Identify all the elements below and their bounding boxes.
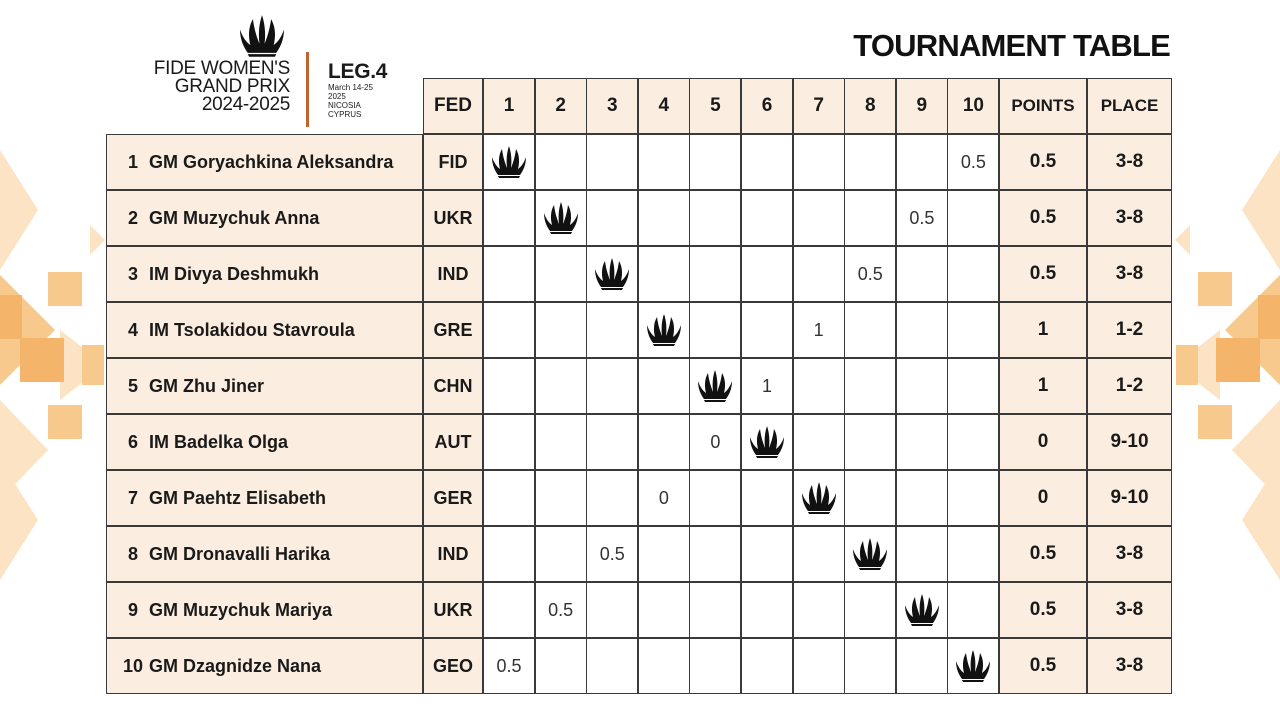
player-points: 0.5 xyxy=(999,526,1087,582)
player-rank: 10 xyxy=(122,655,144,676)
result-cell xyxy=(844,638,896,694)
result-cell xyxy=(896,302,948,358)
result-cell xyxy=(844,414,896,470)
result-cell xyxy=(586,470,638,526)
player-points: 0.5 xyxy=(999,246,1087,302)
result-cell xyxy=(638,526,690,582)
logo-line: GRAND PRIX xyxy=(174,76,290,97)
player-name: GM Dzagnidze Nana xyxy=(149,655,322,676)
player-rank: 5 xyxy=(127,375,138,396)
result-cell: 0.5 xyxy=(586,526,638,582)
player-name-cell xyxy=(106,302,423,358)
player-points: 0.5 xyxy=(999,190,1087,246)
result-cell xyxy=(947,414,999,470)
player-name: IM Divya Deshmukh xyxy=(149,263,320,284)
result-cell xyxy=(638,246,690,302)
player-name-cell xyxy=(106,638,423,694)
result-cell xyxy=(689,302,741,358)
result-cell xyxy=(741,582,793,638)
crown-icon xyxy=(799,481,839,515)
result-cell xyxy=(586,190,638,246)
result-cell xyxy=(741,134,793,190)
result-cell xyxy=(947,302,999,358)
result-cell xyxy=(844,302,896,358)
header-place: PLACE xyxy=(1087,78,1172,134)
player-name: GM Muzychuk Mariya xyxy=(149,599,333,620)
crown-icon xyxy=(541,201,581,235)
crown-icon xyxy=(850,537,890,571)
result-cell xyxy=(535,470,587,526)
result-cell: 0.5 xyxy=(483,638,535,694)
result-cell xyxy=(844,134,896,190)
result-cell xyxy=(689,638,741,694)
result-cell xyxy=(896,470,948,526)
player-rank: 6 xyxy=(127,431,138,452)
result-cell: 1 xyxy=(741,358,793,414)
result-cell xyxy=(689,246,741,302)
header-round: 9 xyxy=(896,78,948,134)
result-cell xyxy=(586,582,638,638)
player-rank: 2 xyxy=(127,207,138,228)
player-place: 1-2 xyxy=(1087,302,1172,358)
result-cell xyxy=(844,190,896,246)
result-cell xyxy=(947,358,999,414)
result-cell: 0.5 xyxy=(535,582,587,638)
player-place: 9-10 xyxy=(1087,414,1172,470)
result-cell xyxy=(947,582,999,638)
result-cell xyxy=(483,526,535,582)
logo-line: 2024-2025 xyxy=(201,94,290,115)
header-round: 3 xyxy=(586,78,638,134)
result-cell xyxy=(844,470,896,526)
result-cell xyxy=(793,414,845,470)
result-cell xyxy=(483,358,535,414)
result-cell xyxy=(483,582,535,638)
player-place: 3-8 xyxy=(1087,582,1172,638)
result-cell xyxy=(638,302,690,358)
result-cell: 0.5 xyxy=(947,134,999,190)
result-cell xyxy=(638,414,690,470)
right-decoration xyxy=(1175,150,1280,580)
result-cell xyxy=(793,190,845,246)
player-name: GM Muzychuk Anna xyxy=(149,207,320,228)
result-cell xyxy=(793,582,845,638)
result-cell xyxy=(689,526,741,582)
leg-label: LEG.4 xyxy=(328,60,388,83)
page-title: TOURNAMENT TABLE xyxy=(853,28,1170,63)
player-place: 3-8 xyxy=(1087,190,1172,246)
left-decoration xyxy=(0,150,105,580)
player-rank: 9 xyxy=(127,599,138,620)
result-cell xyxy=(947,470,999,526)
result-cell xyxy=(535,246,587,302)
player-federation: GRE xyxy=(423,302,483,358)
player-place: 3-8 xyxy=(1087,638,1172,694)
player-name: GM Goryachkina Aleksandra xyxy=(149,151,394,172)
result-cell xyxy=(896,638,948,694)
result-cell xyxy=(586,358,638,414)
result-cell xyxy=(947,638,999,694)
leg-info xyxy=(328,83,373,119)
player-name: GM Dronavalli Harika xyxy=(149,543,331,564)
result-cell xyxy=(638,638,690,694)
player-name-cell xyxy=(106,582,423,638)
player-rank: 4 xyxy=(127,319,138,340)
result-cell xyxy=(586,638,638,694)
result-cell xyxy=(586,302,638,358)
result-cell: 0 xyxy=(638,470,690,526)
player-points: 0 xyxy=(999,414,1087,470)
result-cell xyxy=(535,526,587,582)
result-cell xyxy=(689,582,741,638)
result-cell xyxy=(947,246,999,302)
player-place: 1-2 xyxy=(1087,358,1172,414)
leg-country: CYPRUS xyxy=(328,110,362,119)
result-cell xyxy=(844,526,896,582)
result-cell xyxy=(947,190,999,246)
result-cell: 0.5 xyxy=(844,246,896,302)
result-cell xyxy=(896,526,948,582)
result-cell xyxy=(535,134,587,190)
crown-icon xyxy=(489,145,529,179)
header-round: 7 xyxy=(793,78,845,134)
result-cell xyxy=(535,638,587,694)
result-cell xyxy=(896,582,948,638)
result-cell xyxy=(896,134,948,190)
player-name-cell xyxy=(106,358,423,414)
crown-icon xyxy=(592,257,632,291)
result-cell xyxy=(689,134,741,190)
result-cell xyxy=(689,470,741,526)
result-cell xyxy=(741,526,793,582)
result-cell xyxy=(741,302,793,358)
result-cell xyxy=(535,358,587,414)
player-place: 3-8 xyxy=(1087,526,1172,582)
player-points: 1 xyxy=(999,302,1087,358)
result-cell xyxy=(741,190,793,246)
leg-year: 2025 xyxy=(328,92,346,101)
result-cell: 0 xyxy=(689,414,741,470)
crown-icon xyxy=(644,313,684,347)
player-name: GM Paehtz Elisabeth xyxy=(149,487,327,508)
result-cell xyxy=(535,190,587,246)
crown-icon xyxy=(695,369,735,403)
player-name: IM Badelka Olga xyxy=(149,431,289,452)
result-cell xyxy=(638,358,690,414)
player-rank: 3 xyxy=(127,263,138,284)
result-cell xyxy=(947,526,999,582)
result-cell xyxy=(896,414,948,470)
result-cell xyxy=(741,246,793,302)
result-cell: 1 xyxy=(793,302,845,358)
crown-icon xyxy=(902,593,942,627)
player-federation: FID xyxy=(423,134,483,190)
result-cell xyxy=(483,414,535,470)
header-round: 10 xyxy=(947,78,999,134)
player-name-cell xyxy=(106,470,423,526)
result-cell xyxy=(689,190,741,246)
player-name-cell xyxy=(106,526,423,582)
player-federation: UKR xyxy=(423,582,483,638)
crown-icon xyxy=(953,649,993,683)
player-rank: 7 xyxy=(127,487,138,508)
crown-icon xyxy=(236,14,288,58)
result-cell xyxy=(483,134,535,190)
leg-date: March 14-25 xyxy=(328,83,373,92)
result-cell xyxy=(793,526,845,582)
result-cell xyxy=(844,582,896,638)
player-federation: CHN xyxy=(423,358,483,414)
header-fed: FED xyxy=(423,78,483,134)
header-round: 6 xyxy=(741,78,793,134)
player-place: 3-8 xyxy=(1087,246,1172,302)
header-round: 2 xyxy=(535,78,587,134)
player-federation: GER xyxy=(423,470,483,526)
player-points: 0 xyxy=(999,470,1087,526)
player-name-cell xyxy=(106,414,423,470)
logo-divider xyxy=(306,52,309,127)
result-cell xyxy=(483,470,535,526)
player-name-cell xyxy=(106,190,423,246)
result-cell xyxy=(793,638,845,694)
header-round: 8 xyxy=(844,78,896,134)
player-name: IM Tsolakidou Stavroula xyxy=(149,319,355,340)
player-federation: IND xyxy=(423,526,483,582)
result-cell xyxy=(741,414,793,470)
result-cell xyxy=(896,358,948,414)
result-cell xyxy=(844,358,896,414)
player-points: 1 xyxy=(999,358,1087,414)
header-round: 5 xyxy=(689,78,741,134)
player-federation: UKR xyxy=(423,190,483,246)
player-place: 3-8 xyxy=(1087,134,1172,190)
result-cell xyxy=(483,302,535,358)
result-cell xyxy=(535,414,587,470)
result-cell xyxy=(741,638,793,694)
result-cell xyxy=(741,470,793,526)
result-cell xyxy=(793,246,845,302)
result-cell xyxy=(638,582,690,638)
result-cell xyxy=(793,134,845,190)
player-points: 0.5 xyxy=(999,638,1087,694)
crown-icon xyxy=(747,425,787,459)
player-rank: 8 xyxy=(127,543,138,564)
result-cell xyxy=(586,134,638,190)
player-name: GM Zhu Jiner xyxy=(149,375,265,396)
player-points: 0.5 xyxy=(999,134,1087,190)
player-federation: AUT xyxy=(423,414,483,470)
result-cell xyxy=(535,302,587,358)
result-cell xyxy=(896,246,948,302)
result-cell xyxy=(689,358,741,414)
player-name-cell xyxy=(106,134,423,190)
result-cell xyxy=(793,470,845,526)
result-cell xyxy=(793,358,845,414)
player-place: 9-10 xyxy=(1087,470,1172,526)
logo-line: FIDE WOMEN'S xyxy=(153,58,290,79)
player-federation: IND xyxy=(423,246,483,302)
player-points: 0.5 xyxy=(999,582,1087,638)
header-round: 4 xyxy=(638,78,690,134)
result-cell xyxy=(483,246,535,302)
header-points: POINTS xyxy=(999,78,1087,134)
result-cell xyxy=(638,134,690,190)
player-federation: GEO xyxy=(423,638,483,694)
result-cell xyxy=(586,246,638,302)
result-cell: 0.5 xyxy=(896,190,948,246)
leg-city: NICOSIA xyxy=(328,101,361,110)
result-cell xyxy=(638,190,690,246)
result-cell xyxy=(586,414,638,470)
player-rank: 1 xyxy=(127,151,138,172)
logo-text xyxy=(130,60,290,114)
player-name-cell xyxy=(106,246,423,302)
header-round: 1 xyxy=(483,78,535,134)
result-cell xyxy=(483,190,535,246)
